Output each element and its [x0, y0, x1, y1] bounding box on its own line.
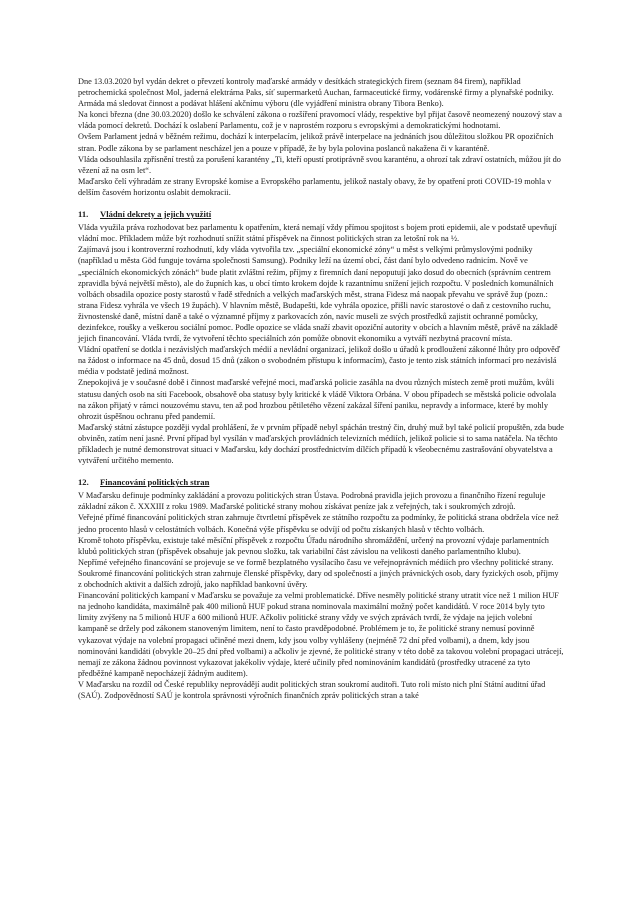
- intro-paragraph: Vláda odsouhlasila zpřísnění trestů za porušení karantény „Ti, kteří opustí protiprávně svou karanténu, a ohrozí tak zdraví ostatních, můžou jít do vězení až na osm let“.: [78, 154, 561, 175]
- section-12-paragraph: Nepřímé veřejného financování se projevuje se ve formě bezplatného vysílacího času ve veřejnoprávních médiích pro všechny politické strany.: [78, 557, 554, 567]
- section-11-paragraph: Vládní opatření se dotkla i nezávislých maďarských médií a nevládní organizací, jelikož došlo u úřadů k prodloužení zákonné lhůty pro odpověď na žádost o informace na 45 dnů, dosud 15 dnů (zákon o svobodném přístupu k informacím), často je tento zisk státních informací pro nezávislá média v podstatě jediná možnost.: [78, 345, 561, 377]
- intro-paragraph: Ovšem Parlament jedná v běžném režimu, dochází k interpelacím, jelikož právě interpelace na jednáních jsou důležitou složkou PR opozičních stran. Podle zákona by se parlament nescházel jen a pouze v případě, že by byla polovina poslanců nakažena či v karanténě.: [78, 132, 554, 153]
- section-11-paragraph: Zajímavá jsou i kontroverzní rozhodnutí, kdy vláda vytvořila tzv. „speciální ekonomické zóny“ u měst s velkými průmyslovými podniky (například u města Göd funguje továrna společnosti Samsung). Podniky leží na území obcí, část daní bylo odvedeno radnicím. Nově ve „speciálních ekonomických zónách“ bude platit zvláštní režim, příjmy z firemních daní nepoputují jako dosud do obecních (správním centrem zpravidla bývá největší město), ale do župních kas, u obcí tímto krokem dojde k razantnímu snížení jejich rozpočtu. V posledních komunálních volbách obsadila opozice posty starostů v řadě středních a velkých maďarských měst, strana Fidesz má naopak převahu ve správě žup (pozn.: strana Fidesz vyhrála ve všech 19 župách). V hlavním městě, Budapešti, kde vyhrála opozice, přišli navíc starostové o daň z cestovního ruchu, živnostenské daně, místní daně a také o významné příjmy z parkovacích zón, navíc museli ze svých prostředků zajistit ochranné pomůcky, dezinfekce, roušky a veškerou sociální pomoc. Podle opozice se vláda snaží zbavit opoziční autority v obcích a hlavním městě, právě na základě jejich financování. Vláda tvrdí, že vytvoření těchto speciálních zón pomůže obnovit ekonomiku a vytváří nezbytná pracovní místa.: [78, 245, 558, 344]
- section-11-paragraph: Maďarský státní zástupce později vydal prohlášení, že v prvním případě nebyl spáchán trestný čin, druhý muž byl také policií propuštěn, zda bude obviněn, zatím není jasné. První případ byl vysílán v maďarských provládních televizních médiích, jelikož policie si to sama natáčela. Na těchto příkladech je nutné demonstrovat situaci v Maďarsku, kdy dochází prostřednictvím dílčích případů k všeobecnému zastrašování obyvatelstva a vytváření určitého memento.: [78, 422, 564, 466]
- section-11-heading: [78, 209, 564, 220]
- section-11-paragraph: Vláda využila práva rozhodovat bez parlamentu k opatřením, která nemají vždy přímou spojitost s bojem proti epidemii, ale v podstatě upevňují vládní moc. Příkladem může být rozhodnutí snížit státní příspěvek na činnost politických stran za letošní rok na ½.: [78, 223, 557, 244]
- document-body: [78, 76, 564, 701]
- section-title: Vládní dekrety a jejich využití: [100, 209, 212, 220]
- section-12-paragraph: Financování politických kampaní v Maďarsku se považuje za velmi problematické. Dříve nesměly politické strany utratit více než 1 milion HUF na jednoho kandidáta, maximálně pak 400 milionů HUF pokud strana nominovala maximální možný počet kandidátů. V roce 2014 byly tyto limity zvýšeny na 5 milionů HUF a 600 milionů HUF. Ačkoliv politické strany vždy ve svých zprávách tvrdí, že výdaje na jejich volební kampaně se držely pod zákonem stanoveným limitem, není to často pravděpodobné. Problémem je to, že politické strany nemusí povinně vykazovat výdaje na volební propagaci učiněné mezi dnem, kdy jsou volby vyhlášeny (nejméně 72 dní před volbami), a dnem, kdy jsou nominováni kandidáti (obvykle 20–25 dní před volbami) a ačkoliv je zjevné, že politické strany v této době za takovou volební propagaci utrácejí, nemají ze zákona žádnou povinnost vykazovat jakékoliv výdaje, které učinily před nominováním kandidátů (prostředky utracené za tyto předběžné kampaně nepocházejí žádným auditem).: [78, 591, 564, 678]
- section-12-paragraph: Veřejné přímé financování politických stran zahrnuje čtvrtletní příspěvek ze státního rozpočtu za podmínky, že politická strana obdržela více než jedno procento hlasů v celostátních volbách. Konečná výše příspěvku se odvíjí od počtu získaných hlasů v těchto volbách.: [78, 513, 559, 534]
- intro-paragraph: Maďarsko čelí výhradám ze strany Evropské komise a Evropského parlamentu, jelikož nastaly obavy, že by opatření proti COVID-19 mohla v delším časovém horizontu oslabit demokracii.: [78, 176, 552, 197]
- section-12-paragraph: Kromě tohoto příspěvku, existuje také měsíční příspěvek z rozpočtu Úřadu národního shromáždění, určený na provozní výdaje parlamentních klubů politických stran (příspěvek obsahuje jak pevnou složku, tak variabilní část závislou na velikosti daného parlamentního klubu).: [78, 535, 549, 556]
- section-title: Financování politických stran: [100, 477, 210, 488]
- section-number: 12.: [78, 477, 89, 488]
- section-12-paragraph: V Maďarsku definuje podmínky zakládání a provozu politických stran Ústava. Podrobná pravidla jejich provozu a finančního řízení reguluje základní zákon č. XXXIII z roku 1989. Maďarské politické strany mohou získávat peníze jak z veřejných, tak i soukromých zdrojů.: [78, 491, 546, 512]
- section-number: 11.: [78, 209, 89, 220]
- intro-paragraph: Dne 13.03.2020 byl vydán dekret o převzetí kontroly maďarské armády v desítkách strategických firem (seznam 84 firem), například petrochemická společnost Mol, jaderná elektrárna Paks, síť supermarketů Auchan, farmaceutické firmy, vodárenské firmy a plynařské podniky. Armáda má sledovat činnost a podávat hlášení akčnímu výboru (dle vyjádření ministra obrany Tibora Benko).: [78, 77, 554, 109]
- intro-paragraph: Na konci března (dne 30.03.2020) došlo ke schválení zákona o rozšíření pravomocí vlády, respektive byl přijat časově neomezený nouzový stav a vláda pomocí dekretů. Dochází k oslabení Parlamentu, což je v naprostém rozporu s evropskými a demokratickými hodnotami.: [78, 110, 562, 131]
- section-12-heading: [78, 477, 564, 488]
- section-11-paragraph: Znepokojivá je v současné době i činnost maďarské veřejné moci, maďarská policie zasáhla na dvou různých místech země proti mužům, kvůli statusu daných osob na síti Facebook, obsahově oba statusy byly kritické k vládě Viktora Orbána. V obou případech se městská policie odvolala na zákon přijatý v rámci nouzovému stavu, ten až pod hrozbou pětiletého vězení zakázal šíření paniku, nepravdy a informace, které by mohly ohrozit úspěšnou ochranu před pandemií.: [78, 378, 557, 421]
- section-12-paragraph: V Maďarsku na rozdíl od České republiky neprovádějí audit politických stran soukromí auditoři. Tuto roli místo nich plní Státní auditní úřad (SAÚ). Zodpovědností SAÚ je kontrola správnosti výročních finančních zpráv politických stran a také: [78, 679, 546, 700]
- section-12-paragraph: Soukromé financování politických stran zahrnuje členské příspěvky, dary od společností a jiných právnických osob, dary fyzických osob, příjmy z obchodních aktivit a dalších zdrojů, jako například bankovní úvěry.: [78, 568, 559, 590]
